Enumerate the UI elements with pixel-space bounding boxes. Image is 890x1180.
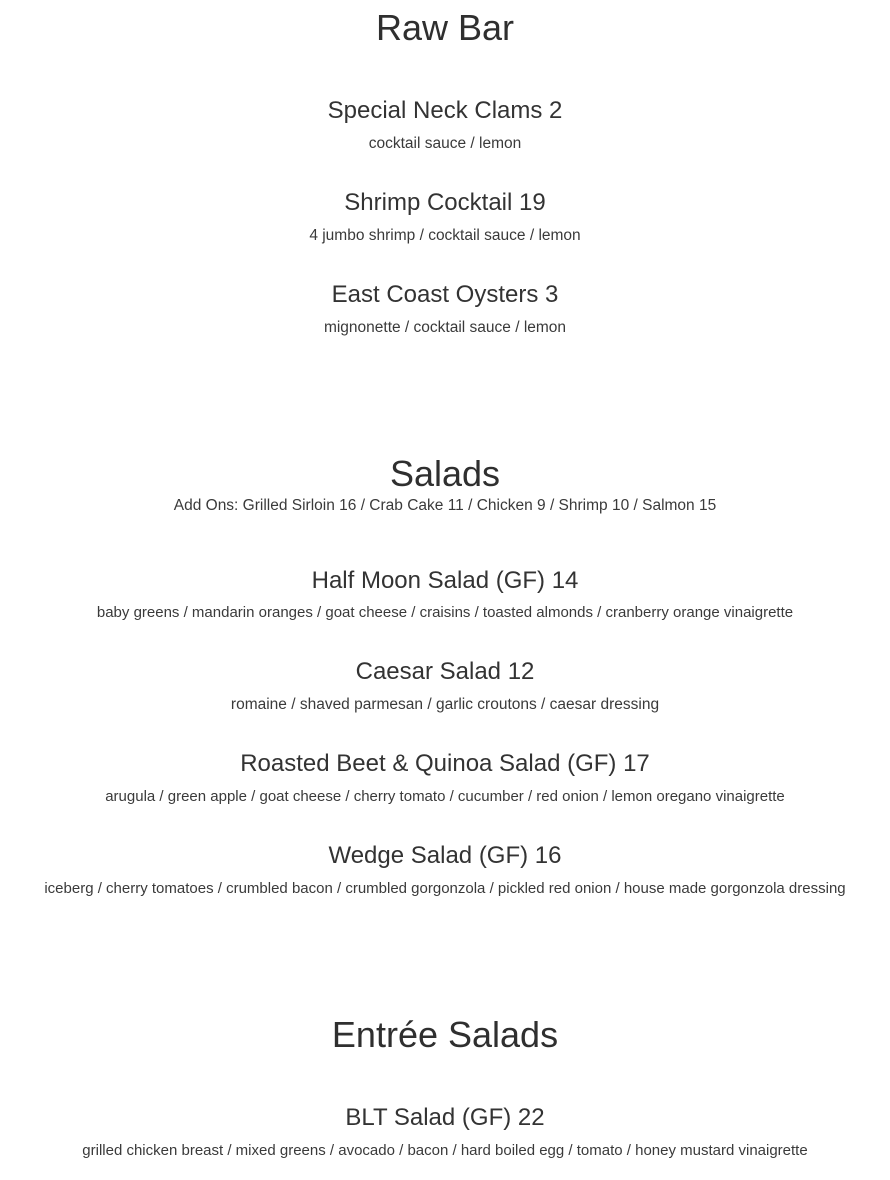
- menu-item-description: [0, 695, 890, 715]
- menu-item-description: [0, 134, 890, 154]
- section-raw-bar: [0, 8, 890, 48]
- item-name: Roasted Beet & Quinoa Salad (GF) 17: [240, 750, 650, 777]
- item-description: grilled chicken breast / mixed greens / avocado / bacon / hard boiled egg / tomato / honey mustard vinaigrette: [82, 1142, 808, 1159]
- section-salads: [0, 454, 890, 494]
- menu-item-description: [0, 1141, 890, 1161]
- menu-item: [0, 658, 890, 686]
- menu-item: [0, 97, 890, 125]
- item-description: romaine / shaved parmesan / garlic croutons / caesar dressing: [230, 696, 660, 713]
- item-name: Wedge Salad (GF) 16: [328, 842, 562, 869]
- menu-item: [0, 842, 890, 870]
- menu-item-description: [0, 603, 890, 623]
- item-name: BLT Salad (GF) 22: [345, 1104, 545, 1131]
- menu-item: [0, 189, 890, 217]
- section-note: [0, 496, 890, 516]
- menu-item-description: [0, 879, 890, 899]
- section-title: Raw Bar: [375, 7, 515, 48]
- menu-item: [0, 281, 890, 309]
- item-description: 4 jumbo shrimp / cocktail sauce / lemon: [309, 227, 581, 244]
- section-entree-salads: [0, 1015, 890, 1055]
- item-name: East Coast Oysters 3: [331, 281, 559, 308]
- menu-item: [0, 1104, 890, 1132]
- section-title: Salads: [389, 453, 501, 494]
- item-description: mignonette / cocktail sauce / lemon: [323, 319, 567, 336]
- item-description: iceberg / cherry tomatoes / crumbled bacon / crumbled gorgonzola / pickled red onion / house made gorgonzola dressing: [44, 880, 846, 897]
- menu-item-description: [0, 787, 890, 807]
- menu-item: [0, 567, 890, 595]
- menu-item-description: [0, 318, 890, 338]
- menu-item-description: [0, 226, 890, 246]
- section-title: Entrée Salads: [331, 1014, 559, 1055]
- item-name: Special Neck Clams 2: [327, 97, 563, 124]
- item-description: cocktail sauce / lemon: [368, 135, 522, 152]
- item-description: arugula / green apple / goat cheese / cherry tomato / cucumber / red onion / lemon oregano vinaigrette: [105, 788, 785, 805]
- item-name: Caesar Salad 12: [355, 658, 535, 685]
- add-ons-note: Add Ons: Grilled Sirloin 16 / Crab Cake 11 / Chicken 9 / Shrimp 10 / Salmon 15: [173, 497, 717, 514]
- item-name: Shrimp Cocktail 19: [344, 189, 546, 216]
- menu-item: [0, 750, 890, 778]
- item-description: baby greens / mandarin oranges / goat cheese / craisins / toasted almonds / cranberry orange vinaigrette: [96, 604, 794, 621]
- item-name: Half Moon Salad (GF) 14: [311, 567, 579, 594]
